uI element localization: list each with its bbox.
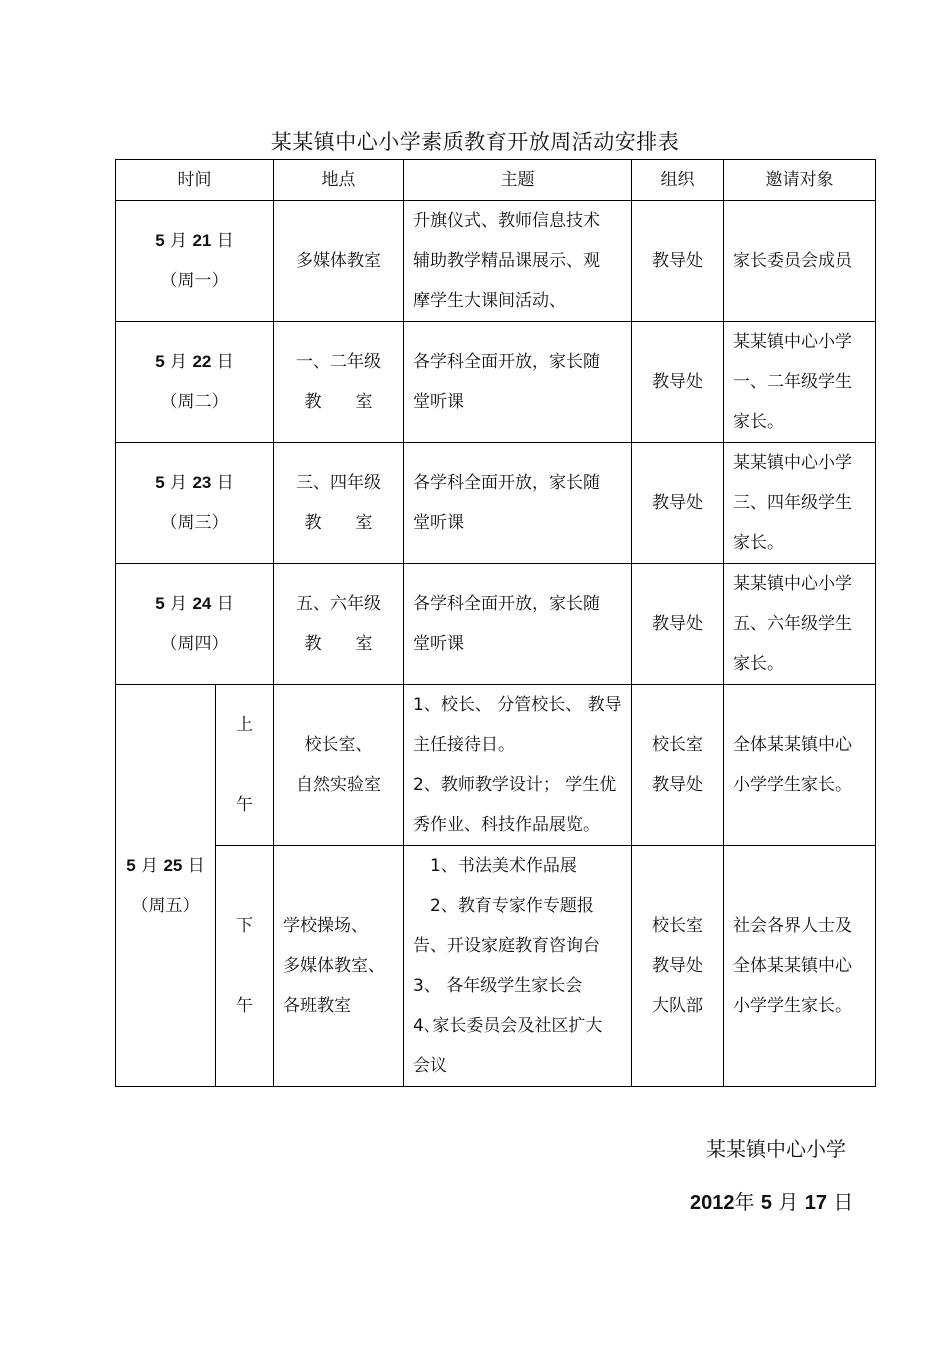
table-row-friday-afternoon xyxy=(116,846,876,1087)
org-line: 教导处 xyxy=(652,493,703,513)
footer-school: 某某镇中心小学 xyxy=(706,1137,846,1161)
date-date-day: 23 xyxy=(192,473,212,492)
date-line xyxy=(116,221,273,261)
theme-line: 4､家长委员会及社区扩大 xyxy=(413,1016,603,1036)
date-date-month: 5 xyxy=(155,473,165,492)
invite-line: 某某镇中心小学 xyxy=(733,574,852,594)
schedule-table xyxy=(115,159,876,1087)
theme-line: 3、 各年级学生家长会 xyxy=(413,976,583,996)
footer-month-unit: 月 xyxy=(778,1190,799,1214)
header-time: 时间 xyxy=(116,160,274,201)
org-cell xyxy=(632,685,724,846)
theme-line: 告、开设家庭教育咨询台 xyxy=(413,936,600,956)
header-org: 组织 xyxy=(632,160,724,201)
date-date-day: 25 xyxy=(163,855,183,875)
org-cell xyxy=(632,201,724,322)
invite-line: 全体某某镇中心 xyxy=(733,735,852,755)
period-label-char: 上 xyxy=(236,715,253,735)
org-line: 教导处 xyxy=(652,614,703,634)
weekday: （周四） xyxy=(160,634,229,654)
org-line: 教导处 xyxy=(652,956,703,976)
date-date-m: 月 xyxy=(170,352,188,372)
place-line: 教 室 xyxy=(304,634,373,654)
footer-day-unit: 日 xyxy=(833,1190,854,1214)
theme-line: 秀作业、科技作品展览。 xyxy=(413,815,600,835)
weekday: （周一） xyxy=(160,271,229,291)
invite-line: 一、二年级学生 xyxy=(733,372,852,392)
theme-cell xyxy=(404,322,632,443)
date-date-month: 5 xyxy=(155,231,165,250)
date-date-month: 5 xyxy=(126,855,136,875)
place-line: 五、六年级 xyxy=(296,594,381,614)
place-line: 教 室 xyxy=(304,392,373,412)
place-cell xyxy=(274,201,404,322)
invite-line: 三、四年级学生 xyxy=(733,493,852,513)
theme-cell xyxy=(404,201,632,322)
theme-line: 各学科全面开放，家长随 xyxy=(413,352,600,372)
date-cell xyxy=(116,564,274,685)
theme-line: 各学科全面开放，家长随 xyxy=(413,594,600,614)
invite-line: 社会各界人士及 xyxy=(733,916,852,936)
place-cell xyxy=(274,443,404,564)
theme-cell xyxy=(404,685,632,846)
date-cell xyxy=(116,322,274,443)
header-row xyxy=(116,160,876,201)
footer-year-unit: 年 xyxy=(734,1190,755,1214)
page-title: 某某镇中心小学素质教育开放周活动安排表 xyxy=(270,130,680,154)
invite-line: 家长。 xyxy=(733,412,784,432)
date-line xyxy=(116,463,273,503)
date-cell xyxy=(116,201,274,322)
place-line: 自然实验室 xyxy=(296,775,381,795)
place-cell xyxy=(274,322,404,443)
org-line: 教导处 xyxy=(652,372,703,392)
invite-line: 五、六年级学生 xyxy=(733,614,852,634)
table-row xyxy=(116,443,876,564)
date-date-d: 日 xyxy=(216,473,234,493)
place-line: 各班教室 xyxy=(283,996,351,1016)
invite-line: 家长委员会成员 xyxy=(733,251,852,271)
weekday: （周二） xyxy=(160,392,229,412)
invite-line: 某某镇中心小学 xyxy=(733,332,852,352)
invite-cell xyxy=(724,685,876,846)
org-cell xyxy=(632,322,724,443)
date-date-month: 5 xyxy=(155,352,165,371)
footer-year: 2012 xyxy=(690,1192,735,1214)
date-cell xyxy=(116,443,274,564)
invite-line: 全体某某镇中心 xyxy=(733,956,852,976)
date-date-day: 21 xyxy=(192,231,212,250)
org-line: 大队部 xyxy=(652,996,703,1016)
footer-month: 5 xyxy=(760,1192,772,1214)
org-cell xyxy=(632,846,724,1087)
invite-line: 家长。 xyxy=(733,533,784,553)
theme-line: 各学科全面开放，家长随 xyxy=(413,473,600,493)
invite-cell xyxy=(724,564,876,685)
invite-line: 小学学生家长。 xyxy=(733,996,852,1016)
footer-date xyxy=(690,1186,853,1215)
date-date-d: 日 xyxy=(216,231,234,251)
weekday: （周五） xyxy=(131,895,200,916)
place-line: 三、四年级 xyxy=(296,473,381,493)
date-date-day: 22 xyxy=(192,352,212,371)
org-cell xyxy=(632,443,724,564)
theme-cell xyxy=(404,846,632,1087)
date-date-d: 日 xyxy=(216,352,234,372)
theme-line: 2、教育专家作专题报 xyxy=(413,896,594,916)
org-line: 校长室 xyxy=(652,735,703,755)
invite-line: 家长。 xyxy=(733,654,784,674)
date-date-day: 24 xyxy=(192,594,212,613)
date-cell xyxy=(116,685,216,1087)
theme-line: 2、教师教学设计； 学生优 xyxy=(413,775,617,795)
invite-line: 小学学生家长。 xyxy=(733,775,852,795)
table-row-friday-morning xyxy=(116,685,876,846)
theme-line: 1、书法美术作品展 xyxy=(413,856,577,876)
date-line xyxy=(116,584,273,624)
place-line: 教 室 xyxy=(304,513,373,533)
schedule-body xyxy=(116,160,876,1087)
place-cell xyxy=(274,846,404,1087)
date-date-m: 月 xyxy=(170,473,188,493)
table-row xyxy=(116,322,876,443)
place-line: 多媒体教室 xyxy=(296,251,381,271)
place-line: 多媒体教室、 xyxy=(283,956,385,976)
org-line: 教导处 xyxy=(652,251,703,271)
place-line: 一、二年级 xyxy=(296,352,381,372)
theme-cell xyxy=(404,564,632,685)
weekday: （周三） xyxy=(160,513,229,533)
date-date-m: 月 xyxy=(170,231,188,251)
header-theme: 主题 xyxy=(404,160,632,201)
theme-line: 摩学生大课间活动、 xyxy=(413,291,566,311)
org-cell xyxy=(632,564,724,685)
invite-line: 某某镇中心小学 xyxy=(733,453,852,473)
theme-cell xyxy=(404,443,632,564)
theme-line: 升旗仪式、教师信息技术 xyxy=(413,211,600,231)
org-line: 教导处 xyxy=(652,775,703,795)
invite-cell xyxy=(724,322,876,443)
date-date-d: 日 xyxy=(187,855,205,876)
invite-cell xyxy=(724,846,876,1087)
invite-cell xyxy=(724,201,876,322)
date-date-m: 月 xyxy=(141,855,159,876)
theme-line: 辅助教学精品课展示、观 xyxy=(413,251,600,271)
table-row xyxy=(116,564,876,685)
table-row xyxy=(116,201,876,322)
period-label-char: 下 xyxy=(236,916,253,936)
period-label-cell xyxy=(216,685,274,846)
period-label-cell xyxy=(216,846,274,1087)
place-line: 学校操场、 xyxy=(283,916,368,936)
date-line xyxy=(116,846,215,886)
period-label-char: 午 xyxy=(236,795,253,815)
period-label-char: 午 xyxy=(236,996,253,1016)
theme-line: 堂听课 xyxy=(413,392,464,412)
org-line: 校长室 xyxy=(652,916,703,936)
place-line: 校长室、 xyxy=(304,735,373,755)
theme-line: 堂听课 xyxy=(413,634,464,654)
theme-line: 1、校长、 分管校长、 教导 xyxy=(413,695,622,715)
place-cell xyxy=(274,685,404,846)
date-date-d: 日 xyxy=(216,594,234,614)
place-cell xyxy=(274,564,404,685)
date-date-m: 月 xyxy=(170,594,188,614)
theme-line: 会议 xyxy=(413,1056,447,1076)
date-date-month: 5 xyxy=(155,594,165,613)
theme-line: 主任接待日。 xyxy=(413,735,515,755)
footer-day: 17 xyxy=(804,1192,827,1214)
date-line xyxy=(116,342,273,382)
header-invite: 邀请对象 xyxy=(724,160,876,201)
invite-cell xyxy=(724,443,876,564)
theme-line: 堂听课 xyxy=(413,513,464,533)
header-place: 地点 xyxy=(274,160,404,201)
